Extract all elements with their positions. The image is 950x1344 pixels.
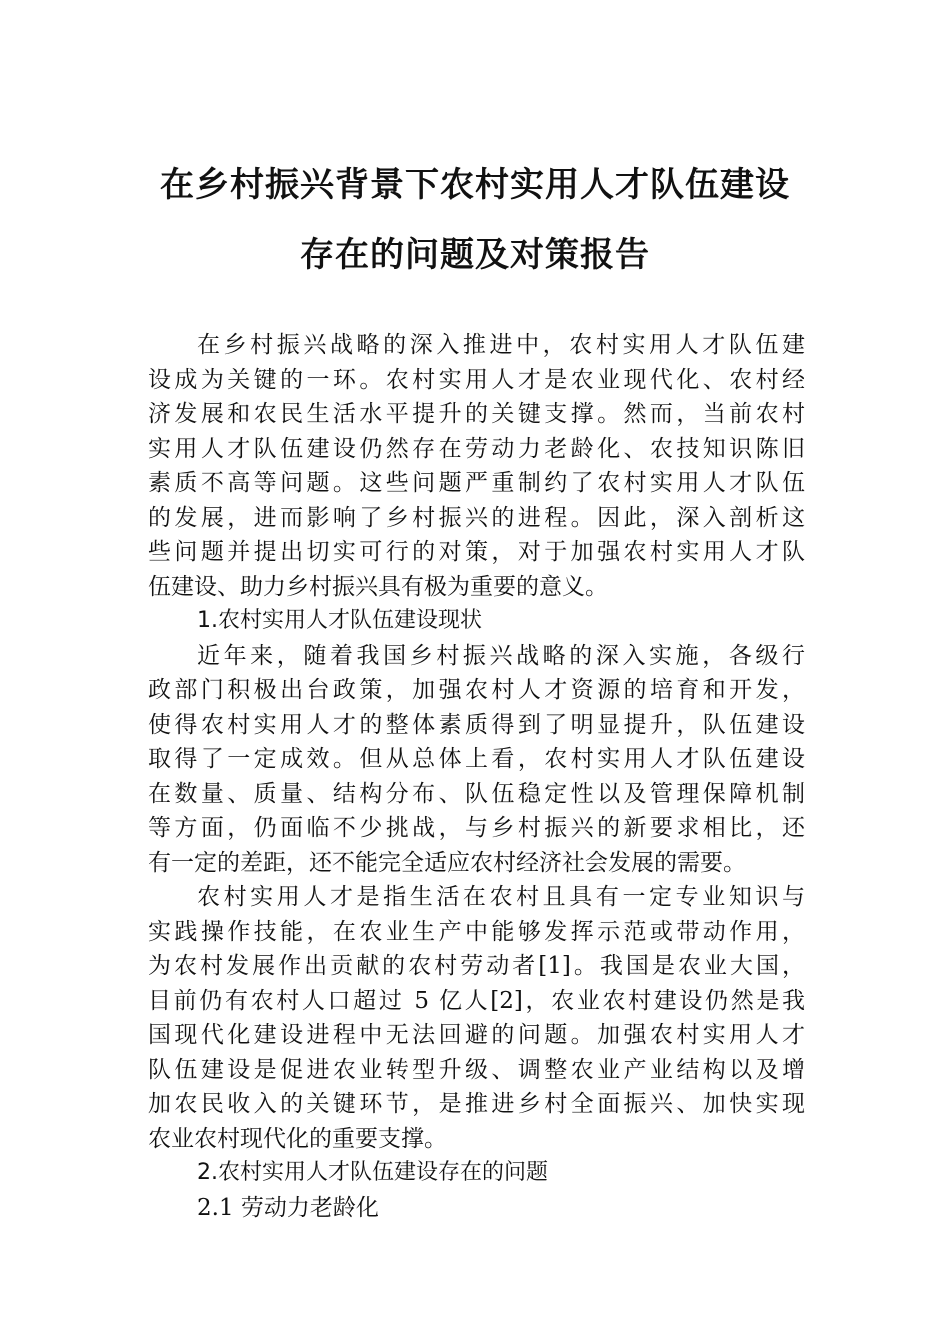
section-heading (148, 604, 805, 639)
text-line: 目前仍有农村人口超过 5 亿人[2]，农业农村建设仍然是我 (148, 987, 805, 1014)
document-body (148, 328, 805, 1225)
paragraph (148, 328, 805, 604)
text-line: 国现代化建设进程中无法回避的问题。加强农村实用人才 (148, 1022, 805, 1048)
text-line: 农村实用人才是指生活在农村且具有一定专业知识与 (197, 884, 805, 910)
text-line: 队伍建设是促进农业转型升级、调整农业产业结构以及增 (148, 1056, 805, 1083)
text-line: 使得农村实用人才的整体素质得到了明显提升，队伍建设 (148, 711, 805, 738)
text-line: 农业农村现代化的重要支撑。 (148, 1125, 447, 1152)
text-line: 为农村发展作出贡献的农村劳动者[1]。我国是农业大国， (148, 953, 805, 979)
text-line: 些问题并提出切实可行的对策，对于加强农村实用人才队 (148, 539, 805, 565)
paragraph (148, 639, 805, 881)
text-line: 近年来，随着我国乡村振兴战略的深入实施，各级行 (197, 642, 805, 669)
subsection-heading (148, 1191, 805, 1226)
document-title-line-1: 在乡村振兴背景下农村实用人才队伍建设 (160, 165, 790, 205)
section-heading (148, 1156, 805, 1191)
text-line: 政部门积极出台政策，加强农村人才资源的培育和开发， (148, 677, 805, 703)
text-line: 加农民收入的关键环节，是推进乡村全面振兴、加快实现 (148, 1091, 805, 1117)
text-line: 设成为关键的一环。农村实用人才是农业现代化、农村经 (148, 366, 805, 393)
text-line: 2.1 劳动力老龄化 (197, 1194, 379, 1221)
text-line: 等方面，仍面临不少挑战，与乡村振兴的新要求相比，还 (148, 815, 805, 841)
text-line: 实践操作技能，在农业生产中能够发挥示范或带动作用， (148, 918, 805, 945)
text-line: 的发展，进而影响了乡村振兴的进程。因此，深入剖析这 (148, 504, 805, 531)
text-line: 在乡村振兴战略的深入推进中，农村实用人才队伍建 (197, 332, 805, 358)
text-line: 2.农村实用人才队伍建设存在的问题 (197, 1160, 548, 1185)
text-line: 实用人才队伍建设仍然存在劳动力老龄化、农技知识陈旧 (148, 435, 805, 462)
text-line: 有一定的差距，还不能完全适应农村经济社会发展的需要。 (148, 849, 746, 876)
text-line: 伍建设、助力乡村振兴具有极为重要的意义。 (148, 573, 608, 600)
text-line: 素质不高等问题。这些问题严重制约了农村实用人才队伍 (148, 470, 805, 496)
text-line: 济发展和农民生活水平提升的关键支撑。然而，当前农村 (148, 401, 805, 427)
text-line: 取得了一定成效。但从总体上看，农村实用人才队伍建设 (148, 746, 805, 772)
text-line: 在数量、质量、结构分布、队伍稳定性以及管理保障机制 (148, 780, 805, 807)
paragraph (148, 880, 805, 1156)
text-line: 1.农村实用人才队伍建设现状 (197, 608, 482, 633)
document-title-line-2: 存在的问题及对策报告 (300, 235, 650, 275)
